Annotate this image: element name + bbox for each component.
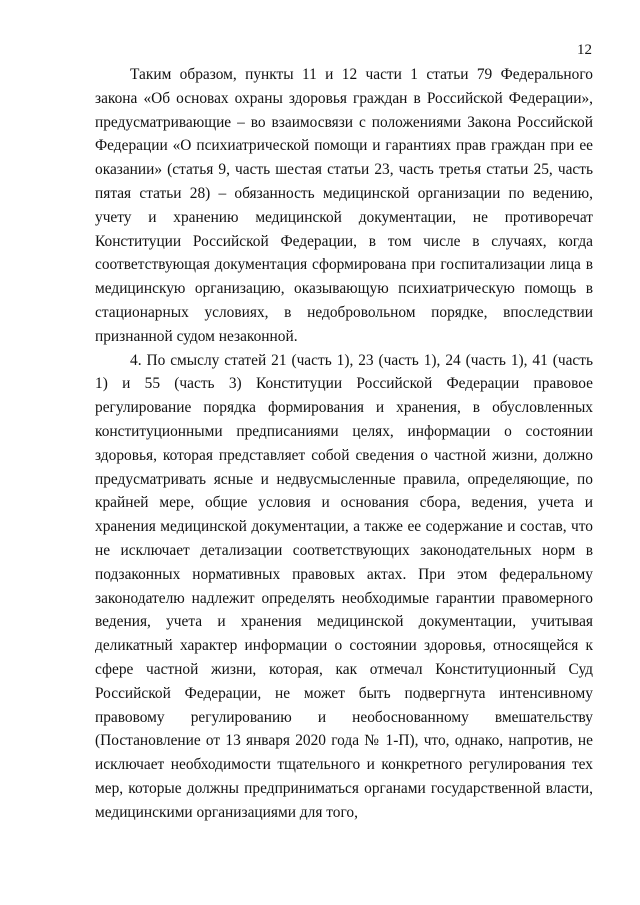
page-number: 12 [577,42,592,58]
paragraph-point-4: 4. По смыслу статей 21 (часть 1), 23 (часть 1), 24 (часть 1), 41 (часть 1) и 55 (часть 3) Конституции Российской Федерации правовое регулирование порядка формирования и хранения, в обусловленных конституционными предписаниями целях, информации о состоянии здоровья, которая представляет собой сведения о частной жизни, должно предусматривать ясные и недвусмысленные правила, определяющие, по крайней мере, общие условия и основания сбора, ведения, учета и хранения медицинской документации, а также ее содержание и состав, что не исключает детализации соответствующих законодательных норм в подзаконных нормативных правовых актах. При этом федеральному законодателю надлежит определять необходимые гарантии правомерного ведения, учета и хранения медицинской документации, учитывая деликатный характер информации о состоянии здоровья, относящейся к сфере частной жизни, которая, как отмечал Конституционный Суд Российской Федерации, не может быть подвергнута интенсивному правовому регулированию и необоснованному вмешательству (Постановление от 13 января 2020 года № 1-П), что, однако, напротив, не исключает необходимости тщательного и конкретного регулирования тех мер, которые должны предприниматься органами государственной власти, медицинскими организациями для того, [95,351,593,821]
paragraph-conclusion: Таким образом, пункты 11 и 12 части 1 статьи 79 Федерального закона «Об основах охраны здоровья граждан в Российской Федерации», предусматривающие – во взаимосвязи с положениями Закона Российской Федерации «О психиатрической помощи и гарантиях прав граждан при ее оказании» (статья 9, часть шестая статьи 23, часть третья статьи 25, часть пятая статьи 28) – обязанность медицинской организации по ведению, учету и хранению медицинской документации, не противоречат Конституции Российской Федерации, в том числе в случаях, когда соответствующая документация сформирована при госпитализации лица в медицинскую организацию, оказывающую психиатрическую помощь в стационарных условиях, в недобровольном порядке, впоследствии признанной судом незаконной. [95,66,593,345]
document-body [95,63,593,825]
